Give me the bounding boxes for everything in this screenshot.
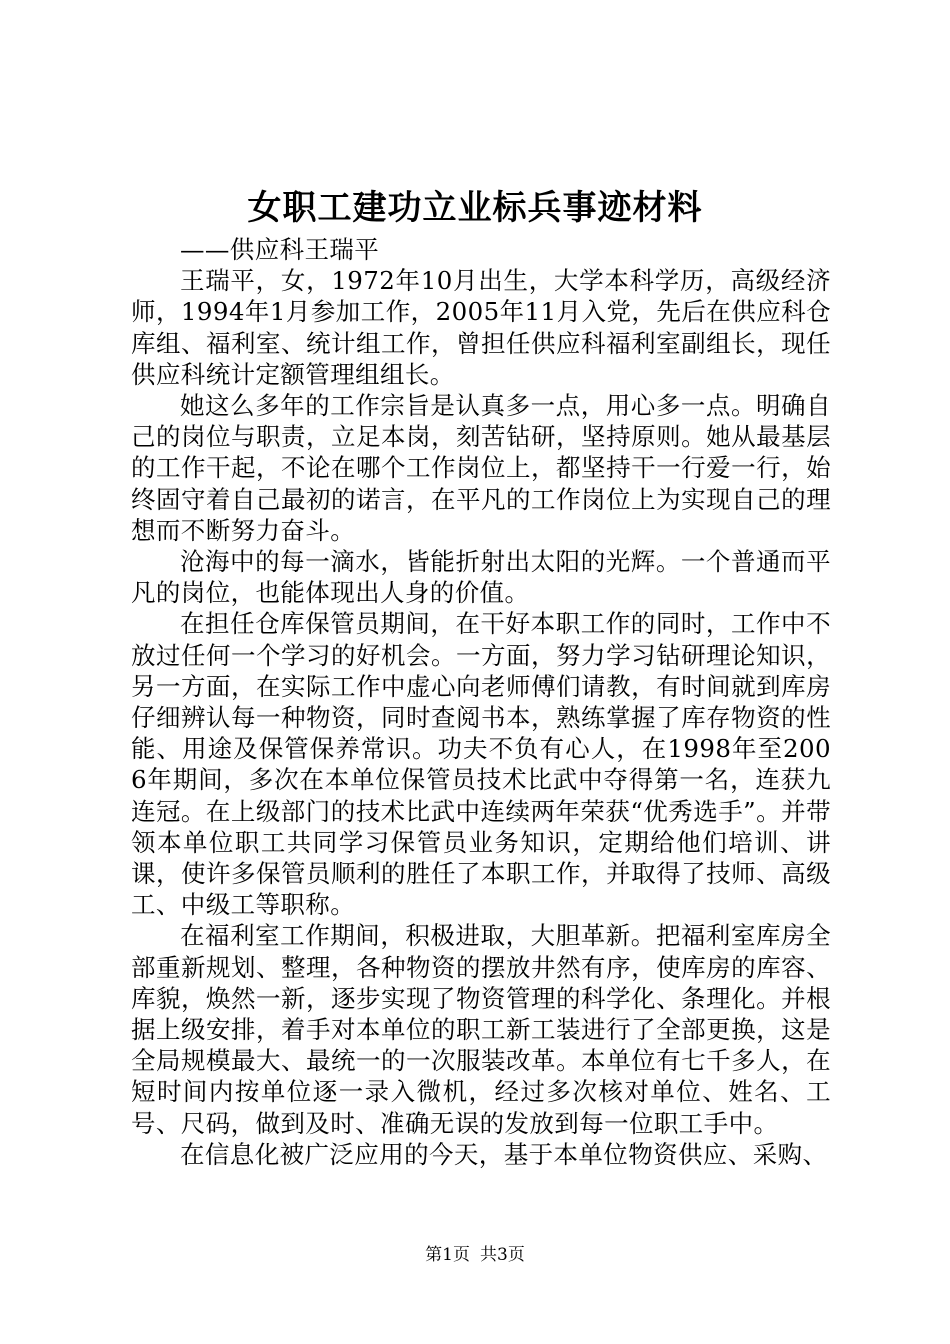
page-number-total: 共3页 <box>480 1245 525 1265</box>
document-subtitle: ——供应科王瑞平 <box>180 235 380 264</box>
page-footer <box>0 1244 950 1266</box>
document-title: 女职工建功立业标兵事迹材料 <box>247 188 703 228</box>
paragraph-4: 在担任仓库保管员期间，在干好本职工作的同时，工作中不放过任何一个学习的好机会。一方面，努力学习钻研理论知识，另一方面，在实际工作中虚心向老师傅们请教，有时间就到库房仔细辨认每一种物资，同时查阅书本，熟练掌握了库存物资的性能、用途及保管保养常识。功夫不负有心人，在1998年至2006年期间，多次在本单位保管员技术比武中夺得第一名，连获九连冠。在上级部门的技术比武中连续两年荣获“优秀选手”。并带领本单位职工共同学习保管员业务知识，定期给他们培训、讲课，使许多保管员顺利的胜任了本职工作，并取得了技师、高级工、中级工等职称。 <box>131 609 831 920</box>
document-body <box>131 234 831 1170</box>
paragraph-5: 在福利室工作期间，积极进取，大胆革新。把福利室库房全部重新规划、整理，各种物资的摆放井然有序，使库房的库容、库貌，焕然一新，逐步实现了物资管理的科学化、条理化。并根据上级安排，着手对本单位的职工新工装进行了全部更换，这是全局规模最大、最统一的一次服装改革。本单位有七千多人，在短时间内按单位逐一录入微机，经过多次核对单位、姓名、工号、尺码，做到及时、准确无误的发放到每一位职工手中。 <box>131 921 831 1138</box>
paragraph-1: 王瑞平，女，1972年10月出生，大学本科学历，高级经济师，1994年1月参加工作，2005年11月入党，先后在供应科仓库组、福利室、统计组工作，曾担任供应科福利室副组长，现任供应科统计定额管理组组长。 <box>131 266 831 389</box>
paragraph-3: 沧海中的每一滴水，皆能折射出太阳的光辉。一个普通而平凡的岗位，也能体现出人身的价值。 <box>131 547 831 608</box>
paragraph-6: 在信息化被广泛应用的今天，基于本单位物资供应、采购、 <box>180 1139 828 1169</box>
page-number-current: 第1页 <box>425 1245 470 1265</box>
paragraph-2: 她这么多年的工作宗旨是认真多一点，用心多一点。明确自己的岗位与职责，立足本岗，刻苦钻研，坚持原则。她从最基层的工作干起，不论在哪个工作岗位上，都坚持干一行爱一行，始终固守着自己最初的诺言，在平凡的工作岗位上为实现自己的理想而不断努力奋斗。 <box>131 391 831 545</box>
